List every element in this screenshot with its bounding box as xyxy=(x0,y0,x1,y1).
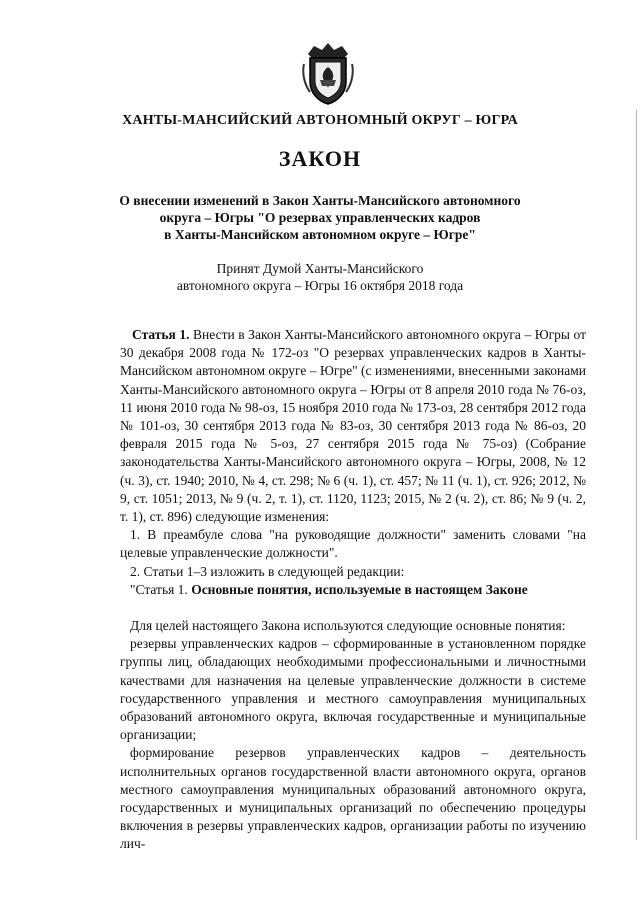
subject-line: округа – Югры "О резервах управленческих кадров xyxy=(159,210,481,225)
law-subject-title xyxy=(0,192,640,243)
new-article-heading xyxy=(120,581,586,599)
definition-paragraph: резервы управленческих кадров – сформированные в установленном порядке группы лиц, обладающих необходимыми профессиональными и личностными качествами для назначения на целевые управленческие должности в системе государственного управления и местного самоуправления муниципальных образований автономного округа, включая государственные и муниципальные организации; xyxy=(120,636,586,743)
new-article-prefix: "Статья 1. xyxy=(130,581,192,597)
subject-line: в Ханты-Мансийском автономном округе – Югре" xyxy=(164,227,476,242)
definition-paragraph: формирование резервов управленческих кадров – деятельность исполнительных органов государственной власти автономного округа, органов местного самоуправления муниципальных образований автономного округа, государственных и муниципальных организаций по обеспечению процедуры включения в резервы управленческих кадров, организации работы по изучению лич- xyxy=(120,745,586,852)
coat-of-arms-emblem xyxy=(300,40,356,106)
document-type-title: ЗАКОН xyxy=(278,146,362,171)
article-1-text: Внести в Закон Ханты-Мансийского автономного округа – Югры от 30 декабря 2008 года № 172-оз "О резервах управленческих кадров в Ханты-Мансийском автономном округе – Югре" (с изменениями, внесенными законами Ханты-Мансийского автономного округа – Югры от 8 апреля 2010 года № 76-оз, 11 июня 2010 года № 98-оз, 15 ноября 2010 года № 173-оз, 28 сентября 2012 года № 101-оз, 30 сентября 2013 года № 83-оз, 30 сентября 2013 года № 86-оз, 20 февраля 2015 года № 5-оз, 27 сентября 2015 года № 75-оз) (Собрание законодательства Ханты-Мансийского автономного округа – Югры, 2008, № 12 (ч. 3), ст. 1940; 2010, № 4, ст. 298; № 6 (ч. 1), ст. 457; № 11 (ч. 1), ст. 926; 2012, № 9, ст. 1051; 2013, № 9 (ч. 2, т. 1), ст. 1120, 1123; 2015, № 2 (ч. 2), ст. 86; № 9 (ч. 2, т. 1), ст. 896) следующие изменения: xyxy=(120,327,586,525)
amendment-item-1: 1. В преамбуле слова "на руководящие должности" заменить словами "на целевые управленческие должности". xyxy=(120,527,586,561)
article-1-label: Статья 1. xyxy=(132,327,190,342)
adoption-line: Принят Думой Ханты-Мансийского xyxy=(216,261,424,276)
definitions-intro: Для целей настоящего Закона используются следующие основные понятия: xyxy=(130,618,566,634)
adoption-note xyxy=(0,260,640,294)
adoption-line: автономного округа – Югры 16 октября 2018 года xyxy=(176,278,464,293)
amendment-item-2: 2. Статьи 1–3 изложить в следующей редакции: xyxy=(130,563,405,579)
new-article-title: Основные понятия, используемые в настоящем Законе xyxy=(191,581,528,597)
law-body xyxy=(120,326,586,854)
subject-line: О внесении изменений в Закон Ханты-Мансийского автономного xyxy=(119,193,521,208)
article-1-paragraph xyxy=(120,326,586,526)
region-heading: ХАНТЫ-МАНСИЙСКИЙ АВТОНОМНЫЙ ОКРУГ – ЮГРА xyxy=(122,113,518,128)
